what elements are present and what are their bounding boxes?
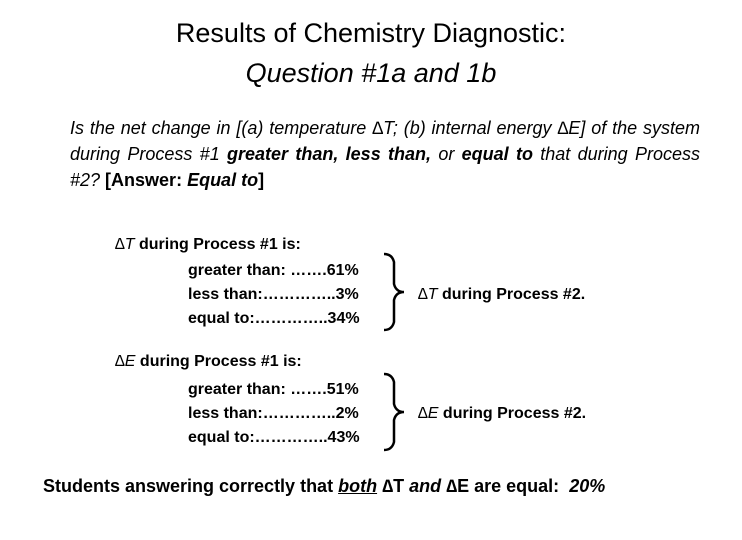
delta-e-option-equal: equal to:…………..43% [188, 429, 360, 446]
delta-e-result: ∆E during Process #2. [418, 405, 587, 422]
delta-t-option-greater: greater than: …….61% [188, 262, 359, 279]
summary-line: Students answering correctly that both ∆T and ∆E are equal: 20% [43, 476, 606, 496]
delta-t-brace [382, 252, 418, 332]
delta-t-heading: ∆T during Process #1 is: [115, 236, 301, 253]
delta-e-brace [382, 372, 418, 452]
question-text: Is the net change in [(a) temperature ∆T; (b) internal energy ∆E] of the system during Process #1 greater than, less than, or equal to that during Process #2? [Answer: Equal to] [70, 118, 701, 190]
slide-title: Results of Chemistry Diagnostic: [175, 18, 567, 48]
slide-subtitle: Question #1a and 1b [245, 58, 497, 88]
delta-e-option-greater: greater than: …….51% [188, 381, 359, 398]
delta-e-option-less: less than:…………..2% [188, 405, 359, 422]
delta-t-option-less: less than:…………..3% [188, 286, 359, 303]
delta-e-heading: ∆E during Process #1 is: [115, 353, 302, 370]
delta-t-option-equal: equal to:…………..34% [188, 310, 360, 327]
delta-t-result: ∆T during Process #2. [418, 286, 586, 303]
